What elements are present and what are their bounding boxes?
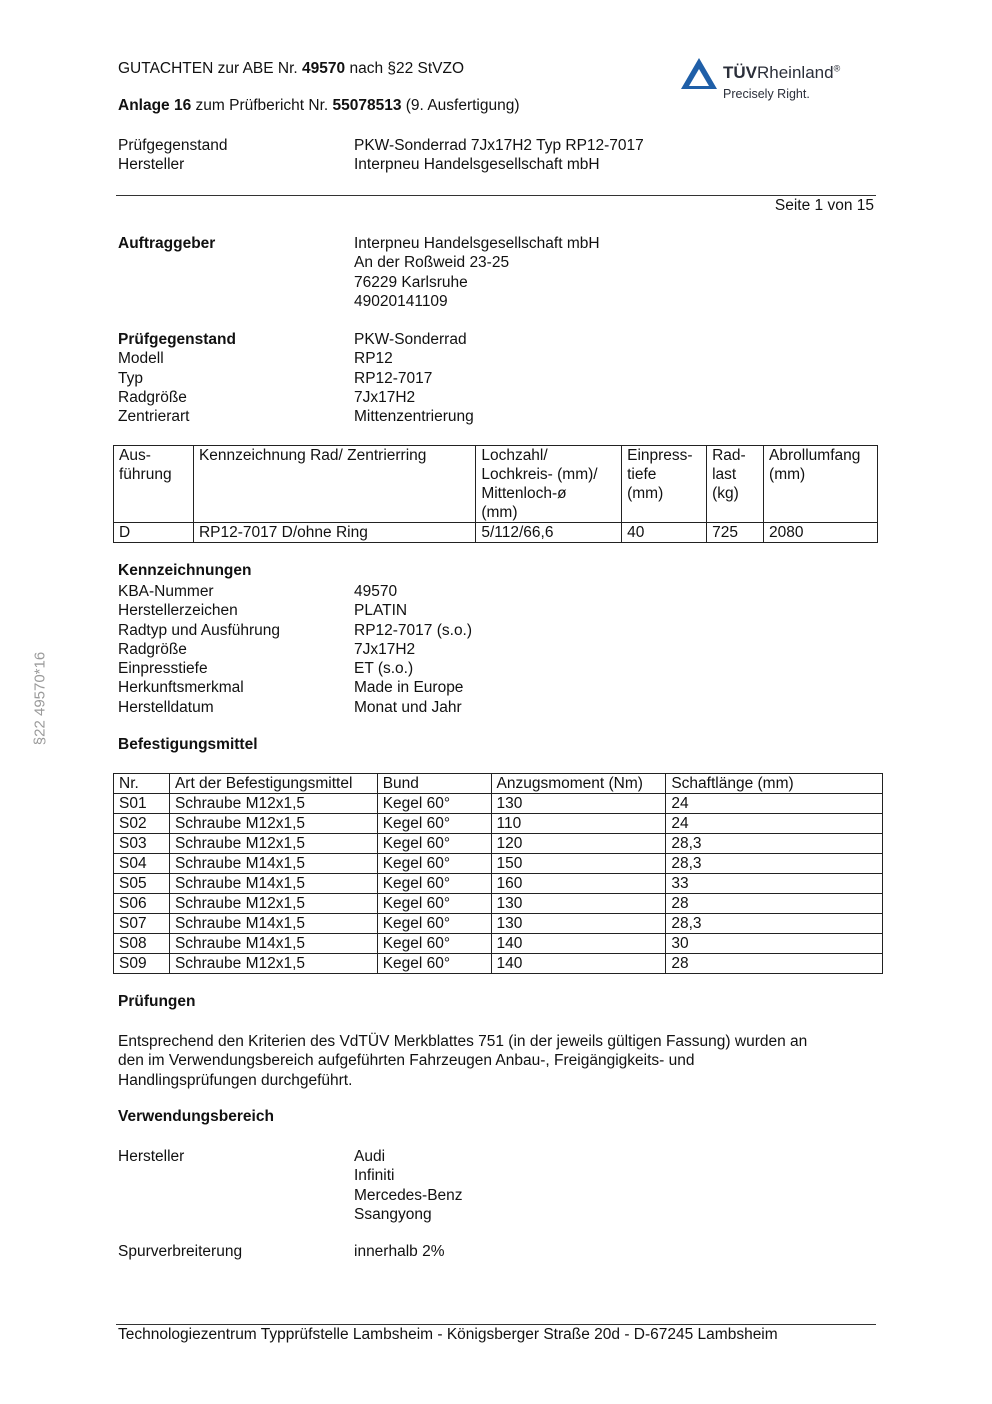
list-item	[118, 678, 878, 697]
page-number: Seite 1 von 15	[774, 197, 874, 214]
text-cell: (9. Ausfertigung)	[401, 97, 520, 114]
col-header	[707, 446, 764, 523]
table-row	[118, 1205, 878, 1224]
text-cell: S01	[114, 794, 170, 814]
text-cell: S05	[114, 874, 170, 894]
text-cell: 24	[666, 794, 883, 814]
text-cell: Herstelldatum	[118, 698, 214, 716]
pruefungen-title: Prüfungen	[118, 993, 196, 1010]
text-cell: TÜV	[723, 63, 757, 82]
text-cell: Schraube M12x1,5	[169, 954, 377, 974]
text-cell: RP12	[354, 350, 393, 368]
table-row	[118, 1242, 878, 1261]
befestigung-table	[113, 773, 883, 974]
text-cell: Handlingsprüfungen durchgeführt.	[118, 1071, 353, 1089]
text-cell: 33	[666, 874, 883, 894]
text-cell: Infiniti	[354, 1167, 395, 1185]
text-cell: Prüfgegenstand	[118, 137, 228, 154]
text-cell: 140	[491, 954, 666, 974]
text-cell: Mercedes-Benz	[354, 1186, 463, 1204]
text-cell: S09	[114, 954, 170, 974]
list-item	[118, 659, 878, 678]
text-cell: 110	[491, 814, 666, 834]
table-row	[114, 834, 883, 854]
table-row	[114, 854, 883, 874]
text-cell: Interpneu Handelsgesellschaft mbH	[354, 156, 600, 174]
text-cell: Kegel 60°	[377, 834, 491, 854]
table-row	[118, 388, 878, 407]
text-cell: 120	[491, 834, 666, 854]
text-cell: nach §22 StVZO	[345, 60, 465, 77]
table-row	[114, 794, 883, 814]
table-header-row	[114, 446, 878, 523]
text-cell: innerhalb 2%	[354, 1243, 445, 1260]
text-cell: Monat und Jahr	[354, 698, 462, 716]
text-cell: 130	[491, 894, 666, 914]
text-cell: Rad-	[712, 447, 746, 464]
text-cell: 28	[666, 954, 883, 974]
col-header	[114, 446, 194, 523]
hersteller-list	[118, 1147, 878, 1224]
text-cell: Kegel 60°	[377, 854, 491, 874]
text-cell: S08	[114, 934, 170, 954]
header-divider	[116, 195, 876, 196]
befestigung-title: Befestigungsmittel	[118, 736, 258, 753]
spurverbreiterung-row	[118, 1242, 878, 1261]
auftraggeber-section	[118, 234, 878, 311]
text-cell: last	[712, 466, 737, 483]
text-cell: Schraube M14x1,5	[169, 854, 377, 874]
footer-divider	[116, 1324, 876, 1325]
kennzeichnungen-list	[118, 582, 878, 717]
report-title	[118, 60, 464, 78]
table-row	[114, 914, 883, 934]
table-header-row	[114, 774, 883, 794]
text-cell: S06	[114, 894, 170, 914]
text-cell: PKW-Sonderrad	[354, 331, 467, 348]
col-header	[622, 446, 707, 523]
table-row	[118, 253, 878, 272]
table-row	[118, 273, 878, 292]
text-cell: S04	[114, 854, 170, 874]
text-cell: 150	[491, 854, 666, 874]
text-cell: Interpneu Handelsgesellschaft mbH	[354, 235, 600, 252]
text-cell: (mm)	[769, 466, 806, 483]
table-row	[118, 234, 878, 253]
logo-tagline: Precisely Right.	[723, 87, 810, 101]
text-cell: Herstellerzeichen	[118, 602, 238, 620]
table-row	[114, 954, 883, 974]
text-cell: Art der Befestigungsmittel	[169, 774, 377, 794]
text-cell: Auftraggeber	[118, 235, 216, 252]
table-row	[118, 369, 878, 388]
text-cell: 28	[666, 894, 883, 914]
table-row	[114, 874, 883, 894]
text-cell: Spurverbreiterung	[118, 1243, 243, 1260]
text-cell: Lochzahl/	[481, 447, 548, 464]
meta-row	[118, 155, 878, 174]
text-cell: PKW-Sonderrad 7Jx17H2 Typ RP12-7017	[354, 137, 644, 154]
text-cell: D	[114, 523, 194, 543]
text-cell: ®	[833, 63, 841, 74]
list-item	[118, 640, 878, 659]
text-cell: 30	[666, 934, 883, 954]
table-row	[114, 814, 883, 834]
text-cell: 5/112/66,6	[476, 523, 622, 543]
text-cell: Audi	[354, 1148, 386, 1165]
text-cell: Kegel 60°	[377, 874, 491, 894]
meta-row	[118, 136, 878, 155]
text-cell: 28,3	[666, 914, 883, 934]
table-row	[118, 407, 878, 426]
text-cell: Radgröße	[118, 388, 187, 406]
col-header	[764, 446, 878, 523]
text-cell: Typ	[118, 369, 143, 387]
text-cell: 130	[491, 914, 666, 934]
text-cell: 28,3	[666, 834, 883, 854]
list-item	[118, 582, 878, 601]
table-row	[118, 1147, 878, 1166]
text-cell: Radtyp und Ausführung	[118, 621, 281, 639]
text-cell: 7Jx17H2	[354, 388, 416, 406]
text-cell: S03	[114, 834, 170, 854]
kennzeichnungen-title: Kennzeichnungen	[118, 562, 252, 579]
text-cell: 160	[491, 874, 666, 894]
text-cell: Kennzeichnung Rad/ Zentrierring	[198, 447, 427, 464]
text-cell: Prüfgegenstand	[118, 331, 236, 348]
verwendungsbereich-title: Verwendungsbereich	[118, 1108, 274, 1125]
text-cell: Kegel 60°	[377, 814, 491, 834]
text-cell: RP12-7017 D/ohne Ring	[193, 523, 475, 543]
text-cell: Schraube M14x1,5	[169, 934, 377, 954]
text-cell: PLATIN	[354, 602, 408, 620]
pruefungen-text	[118, 1032, 807, 1090]
pruefgegenstand-section	[118, 330, 878, 426]
text-cell: tiefe	[627, 466, 657, 483]
text-cell: Hersteller	[118, 156, 185, 174]
text-cell: Lochkreis- (mm)/	[481, 466, 598, 483]
table-row	[118, 349, 878, 368]
text-cell: 130	[491, 794, 666, 814]
text-cell: S02	[114, 814, 170, 834]
ausfuehrung-table	[113, 445, 878, 543]
text-cell: (kg)	[712, 485, 739, 502]
text-cell: Radgröße	[118, 640, 187, 658]
table-row	[114, 934, 883, 954]
list-item	[118, 601, 878, 620]
text-cell: 49570	[302, 60, 346, 77]
text-cell: Anlage 16	[118, 97, 192, 114]
text-cell: 49570	[354, 583, 398, 600]
text-cell: Hersteller	[118, 1148, 185, 1165]
text-cell: Entsprechend den Kriterien des VdTÜV Merkblattes 751 (in der jeweils gültigen Fassung) wurden an	[118, 1033, 808, 1050]
table-row	[118, 292, 878, 311]
text-cell: Schraube M12x1,5	[169, 794, 377, 814]
text-cell: Einpress-	[627, 447, 693, 464]
text-cell: den im Verwendungsbereich aufgeführten Fahrzeugen Anbau-, Freigängigkeits- und	[118, 1052, 695, 1070]
list-item	[118, 698, 878, 717]
footer-address: Technologiezentrum Typprüfstelle Lambsheim - Königsberger Straße 20d - D-67245 Lambsheim	[118, 1326, 778, 1343]
table-row	[118, 1186, 878, 1205]
text-cell: KBA-Nummer	[118, 583, 214, 600]
tuv-triangle-icon	[680, 57, 718, 91]
text-cell: 28,3	[666, 854, 883, 874]
text-cell: 40	[622, 523, 707, 543]
text-cell: S07	[114, 914, 170, 934]
text-cell: RP12-7017	[354, 369, 433, 387]
side-reference-text: §22 49570*16	[31, 651, 49, 746]
table-row	[114, 894, 883, 914]
text-cell: Schraube M12x1,5	[169, 834, 377, 854]
header-meta	[118, 136, 878, 175]
text-cell: (mm)	[627, 485, 664, 502]
text-cell: Mittenloch-ø	[481, 485, 567, 502]
text-cell: Made in Europe	[354, 679, 464, 697]
text-cell: 725	[707, 523, 764, 543]
text-cell: 24	[666, 814, 883, 834]
text-cell: Schraube M12x1,5	[169, 894, 377, 914]
text-cell: Anzugsmoment (Nm)	[491, 774, 666, 794]
text-cell: (mm)	[481, 504, 518, 521]
list-item	[118, 621, 878, 640]
text-cell: zum Prüfbericht Nr.	[191, 97, 333, 114]
text-cell: 7Jx17H2	[354, 640, 416, 658]
text-cell: Zentrierart	[118, 408, 190, 426]
text-cell: Schaftlänge (mm)	[666, 774, 883, 794]
text-cell: Nr.	[114, 774, 170, 794]
text-cell: 55078513	[332, 97, 402, 114]
text-cell: 76229 Karlsruhe	[354, 273, 468, 291]
text-cell: Modell	[118, 350, 164, 368]
text-cell: Einpresstiefe	[118, 660, 208, 678]
text-cell: An der Roßweid 23-25	[354, 254, 510, 272]
text-cell: Kegel 60°	[377, 914, 491, 934]
text-cell: GUTACHTEN zur ABE Nr.	[118, 60, 303, 77]
text-cell: Schraube M12x1,5	[169, 814, 377, 834]
text-cell: 2080	[764, 523, 878, 543]
text-cell: Bund	[377, 774, 491, 794]
text-cell: ET (s.o.)	[354, 660, 414, 678]
tuv-logo	[680, 55, 880, 105]
text-cell: RP12-7017 (s.o.)	[354, 621, 473, 639]
table-row	[114, 523, 878, 543]
report-subtitle	[118, 97, 520, 115]
text-cell: Kegel 60°	[377, 954, 491, 974]
table-row	[118, 1166, 878, 1185]
text-cell: 140	[491, 934, 666, 954]
text-cell: führung	[119, 466, 172, 483]
col-header	[476, 446, 622, 523]
text-cell: Abrollumfang	[769, 447, 861, 464]
text-cell: Kegel 60°	[377, 894, 491, 914]
text-cell: Kegel 60°	[377, 934, 491, 954]
text-cell: Mittenzentrierung	[354, 408, 474, 426]
text-cell: Aus-	[119, 447, 151, 464]
text-cell: Rheinland	[757, 63, 834, 82]
text-cell: Kegel 60°	[377, 794, 491, 814]
text-cell: Schraube M14x1,5	[169, 874, 377, 894]
text-cell: 49020141109	[354, 292, 448, 310]
text-cell: Herkunftsmerkmal	[118, 679, 244, 697]
table-row	[118, 330, 878, 349]
col-header	[193, 446, 475, 523]
text-cell: Ssangyong	[354, 1205, 432, 1223]
text-cell: Schraube M14x1,5	[169, 914, 377, 934]
